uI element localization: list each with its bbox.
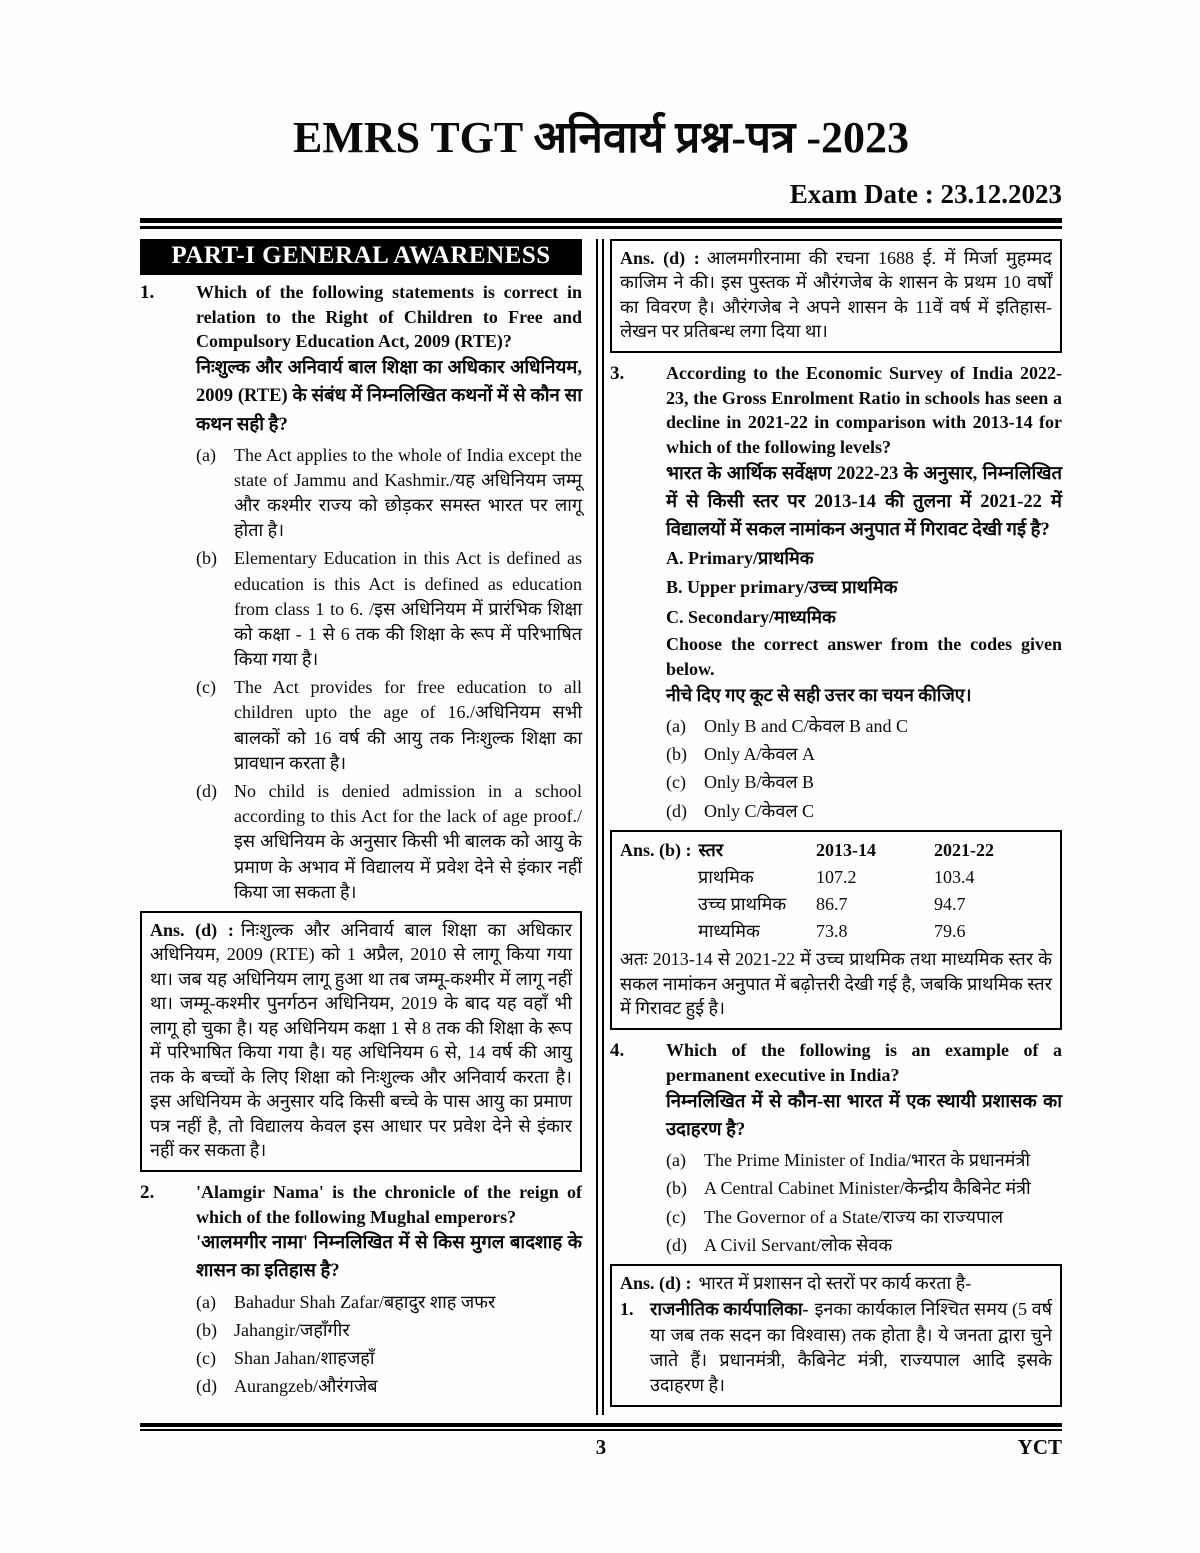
option-label: (b) xyxy=(196,1319,217,1340)
question-text-hindi: भारत के आर्थिक सर्वेक्षण 2022-23 के अनुसार, निम्नलिखित में से किसी स्तर पर 2013-14 की तुलना में 2021-22 में विद्यालयों में सकल नामांकन अनुपात में गिरावट देखी गई है? xyxy=(666,463,1062,541)
table-header-level: स्तर xyxy=(698,839,724,860)
answer-box-3 xyxy=(610,830,1062,1030)
column-divider xyxy=(596,239,604,1415)
item-title: राजनीतिक कार्यपालिका- xyxy=(650,1299,809,1320)
content-columns xyxy=(140,239,1062,1415)
options-list xyxy=(610,1148,1062,1258)
option-d xyxy=(140,779,582,905)
gre-table-body xyxy=(620,864,1052,945)
option-label: (d) xyxy=(196,781,217,802)
question-text-hindi: निम्नलिखित में से कौन-सा भारत में एक स्थायी प्रशासक का उदाहरण है? xyxy=(666,1091,1062,1141)
level-c: C. Secondary/माध्यमिक xyxy=(666,606,836,627)
answer-list-item xyxy=(620,1297,1052,1398)
options-list xyxy=(610,714,1062,824)
option-text: Aurangzeb/औरंगजेब xyxy=(234,1376,378,1397)
row-value: 103.4 xyxy=(934,866,975,887)
level-a: A. Primary/प्राथमिक xyxy=(666,548,814,569)
item-number: 1. xyxy=(620,1299,634,1320)
option-label: (b) xyxy=(196,548,217,569)
brand-label: YCT xyxy=(1017,1435,1062,1460)
option-label: (b) xyxy=(666,1178,687,1199)
option-b xyxy=(140,1318,582,1343)
options-list xyxy=(140,1290,582,1400)
answer-box-1 xyxy=(140,911,582,1172)
answer-text: आलमगीरनामा की रचना 1688 ई. में मिर्जा मुहम्मद काजिम ने की। इस पुस्तक में औरंगजेब के शासन के प्रथम 10 वर्षों का विवरण है। औरंगजेब ने अपने शासन के 11वें वर्ष में इतिहास-लेखन पर प्रतिबन्ध लगा दिया था। xyxy=(620,247,1052,342)
row-value: 79.6 xyxy=(934,920,966,941)
row-value: 94.7 xyxy=(934,893,966,914)
option-label: (a) xyxy=(666,1150,686,1171)
item-text: इनका कार्यकाल निश्चित समय (5 वर्ष या जब तक सदन का विश्वास) तक होता है। ये जनता द्वारा चुने जाते हैं। प्रधानमंत्री, कैबिनेट मंत्री, राज्यपाल आदि इसके उदाहरण है। xyxy=(650,1299,1052,1395)
answer-box-2 xyxy=(610,239,1062,353)
page-number: 3 xyxy=(595,1435,607,1460)
question-text-english: 'Alamgir Nama' is the chronicle of the reign of which of the following Mughal emperors? xyxy=(196,1181,582,1227)
option-text: A Central Cabinet Minister/केन्द्रीय कैबिनेट मंत्री xyxy=(704,1178,1031,1199)
question-2 xyxy=(140,1180,582,1400)
option-label: (c) xyxy=(666,772,686,793)
table-header-row xyxy=(620,837,1052,864)
section-heading: PART-I GENERAL AWARENESS xyxy=(140,239,582,275)
question-3 xyxy=(610,361,1062,824)
answer-label: Ans. (d) : xyxy=(620,247,700,268)
option-text: Only B and C/केवल B and C xyxy=(704,716,909,737)
option-label: (c) xyxy=(196,1347,216,1368)
question-text-english: Which of the following statements is correct in relation to the Right of Children to Free and Compulsory Education Act, 2009 (RTE)? xyxy=(196,281,582,352)
option-text: Jahangir/जहाँगीर xyxy=(234,1319,350,1340)
table-row xyxy=(620,918,1052,945)
option-a xyxy=(140,443,582,544)
option-c xyxy=(610,1205,1062,1230)
option-a xyxy=(610,1148,1062,1173)
row-label: प्राथमिक xyxy=(698,866,754,887)
option-c xyxy=(610,770,1062,795)
page-title: EMRS TGT अनिवार्य प्रश्न-पत्र -2023 xyxy=(293,113,909,162)
question-number: 1. xyxy=(140,281,155,303)
option-a xyxy=(610,714,1062,739)
option-text: The Prime Minister of India/भारत के प्रधानमंत्री xyxy=(704,1150,1031,1171)
table-row xyxy=(620,891,1052,918)
option-b xyxy=(610,1176,1062,1201)
answer-text: निःशुल्क और अनिवार्य बाल शिक्षा का अधिकार अधिनियम, 2009 (RTE) को 1 अप्रैल, 2010 से लागू किया गया था। जब यह अधिनियम लागू हुआ था तब जम्मू-कश्मीर में लागू नहीं था। जम्मू-कश्मीर पुनर्गठन अधिनियम, 2019 के बाद यह वहाँ भी लागू हो चुका है। यह अधिनियम कक्षा 1 से 8 तक की शिक्षा के रूप में परिभाषित किया गया है। यह अधिनियम 6 से, 14 वर्ष की आयु तक के बच्चों के लिए शिक्षा को निःशुल्क और अनिवार्य करता है। इस अधिनियम के अनुसार यदि किसी बच्चे के पास आयु का प्रमाण पत्र नहीं है, तो विद्यालय केवल इस आधार पर प्रवेश देने से इंकार नहीं कर सकता है। xyxy=(150,919,572,1161)
table-row xyxy=(620,864,1052,891)
question-1 xyxy=(140,280,582,905)
right-column xyxy=(610,239,1062,1415)
option-text: Bahadur Shah Zafar/बहादुर शाह जफर xyxy=(234,1291,496,1312)
footer-rule xyxy=(140,1423,1062,1431)
option-label: (a) xyxy=(196,444,216,465)
option-d xyxy=(140,1374,582,1399)
option-label: (a) xyxy=(666,716,686,737)
row-value: 107.2 xyxy=(816,866,857,887)
option-label: (b) xyxy=(666,744,687,765)
question-text-hindi: 'आलमगीर नामा' निम्नलिखित में से किस मुगल बादशाह के शासन का इतिहास है? xyxy=(196,1233,582,1282)
row-label: माध्यमिक xyxy=(698,920,760,941)
row-label: उच्च प्राथमिक xyxy=(698,893,787,914)
options-list xyxy=(140,443,582,905)
option-label: (c) xyxy=(196,677,216,698)
exam-date: Exam Date : 23.12.2023 xyxy=(789,178,1062,209)
option-label: (d) xyxy=(666,1234,687,1255)
answer-label: Ans. (d) : xyxy=(620,1272,692,1293)
answer-label: Ans. (d) : xyxy=(150,919,234,940)
table-header-2021-22: 2021-22 xyxy=(934,839,994,860)
header-rule xyxy=(140,218,1062,229)
answer-note: अतः 2013-14 से 2021-22 में उच्च प्राथमिक तथा माध्यमिक स्तर के सकल नामांकन अनुपात में बढ़ोत्तरी देखी गई है, जबकि प्राथमिक स्तर में गिरावट हुई है। xyxy=(620,948,1052,1019)
option-text: A Civil Servant/लोक सेवक xyxy=(704,1234,893,1255)
question-number: 4. xyxy=(610,1040,625,1062)
question-text-hindi: निःशुल्क और अनिवार्य बाल शिक्षा का अधिकार अधिनियम, 2009 (RTE) के संबंध में निम्नलिखित कथनों में से कौन सा कथन सही है? xyxy=(196,358,582,435)
option-label: (a) xyxy=(196,1291,216,1312)
question-4 xyxy=(610,1038,1062,1258)
option-text: Only B/केवल B xyxy=(704,772,815,793)
option-b xyxy=(140,546,582,672)
answer-label: Ans. (b) : xyxy=(620,839,692,860)
option-d xyxy=(610,799,1062,824)
row-value: 86.7 xyxy=(816,893,848,914)
option-text: No child is denied admission in a school according to this Act for the lack of age proof./इस अधिनियम के अनुसार किसी भी बालक को आयु के प्रमाण के अभाव में विद्यालय में प्रवेश देने से इंकार नहीं किया जा सकता है। xyxy=(234,781,582,902)
option-d xyxy=(610,1233,1062,1258)
row-value: 73.8 xyxy=(816,920,848,941)
option-text: The Governor of a State/राज्य का राज्यपाल xyxy=(704,1206,1004,1227)
option-a xyxy=(140,1290,582,1315)
option-text: The Act provides for free education to all children upto the age of 16./अधिनियम सभी बालकों को 16 वर्ष की आयु तक निःशुल्क शिक्षा का प्रावधान करता है। xyxy=(234,677,582,773)
question-text-english: According to the Economic Survey of India 2022-23, the Gross Enrolment Ratio in schools has seen a decline in 2021-22 in comparison with 2013-14 for which of the following levels? xyxy=(666,362,1062,458)
option-label: (c) xyxy=(666,1206,686,1227)
table-header-2013-14: 2013-14 xyxy=(816,839,876,860)
option-text: The Act applies to the whole of India except the state of Jammu and Kashmir./यह अधिनियम जम्मू और कश्मीर राज्य को छोड़कर समस्त भारत पर लागू होता है। xyxy=(234,444,582,541)
option-label: (d) xyxy=(196,1376,217,1397)
option-text: Only A/केवल A xyxy=(704,744,816,765)
option-text: Shan Jahan/शाहजहाँ xyxy=(234,1347,375,1368)
question-number: 2. xyxy=(140,1181,155,1203)
answer-box-4 xyxy=(610,1264,1062,1407)
question-number: 3. xyxy=(610,362,625,384)
option-text: Only C/केवल C xyxy=(704,800,815,821)
left-column xyxy=(140,239,582,1415)
answer-intro: भारत में प्रशासन दो स्तरों पर कार्य करता है- xyxy=(698,1272,972,1293)
option-label: (d) xyxy=(666,800,687,821)
footer xyxy=(140,1435,1062,1469)
instruction-hindi: नीचे दिए गए कूट से सही उत्तर का चयन कीजिए। xyxy=(666,685,972,706)
instruction-english: Choose the correct answer from the codes given below. xyxy=(666,633,1062,679)
question-text-english: Which of the following is an example of a permanent executive in India? xyxy=(666,1040,1062,1086)
option-text: Elementary Education in this Act is defined as education is this Act is defined as education from class 1 to 6. /इस अधिनियम में प्रारंभिक शिक्षा को कक्षा - 1 से 6 तक की शिक्षा के रूप में परिभाषित किया गया है। xyxy=(234,548,582,670)
level-b: B. Upper primary/उच्च प्राथमिक xyxy=(666,577,898,598)
option-b xyxy=(610,742,1062,767)
option-c xyxy=(140,675,582,776)
option-c xyxy=(140,1346,582,1371)
